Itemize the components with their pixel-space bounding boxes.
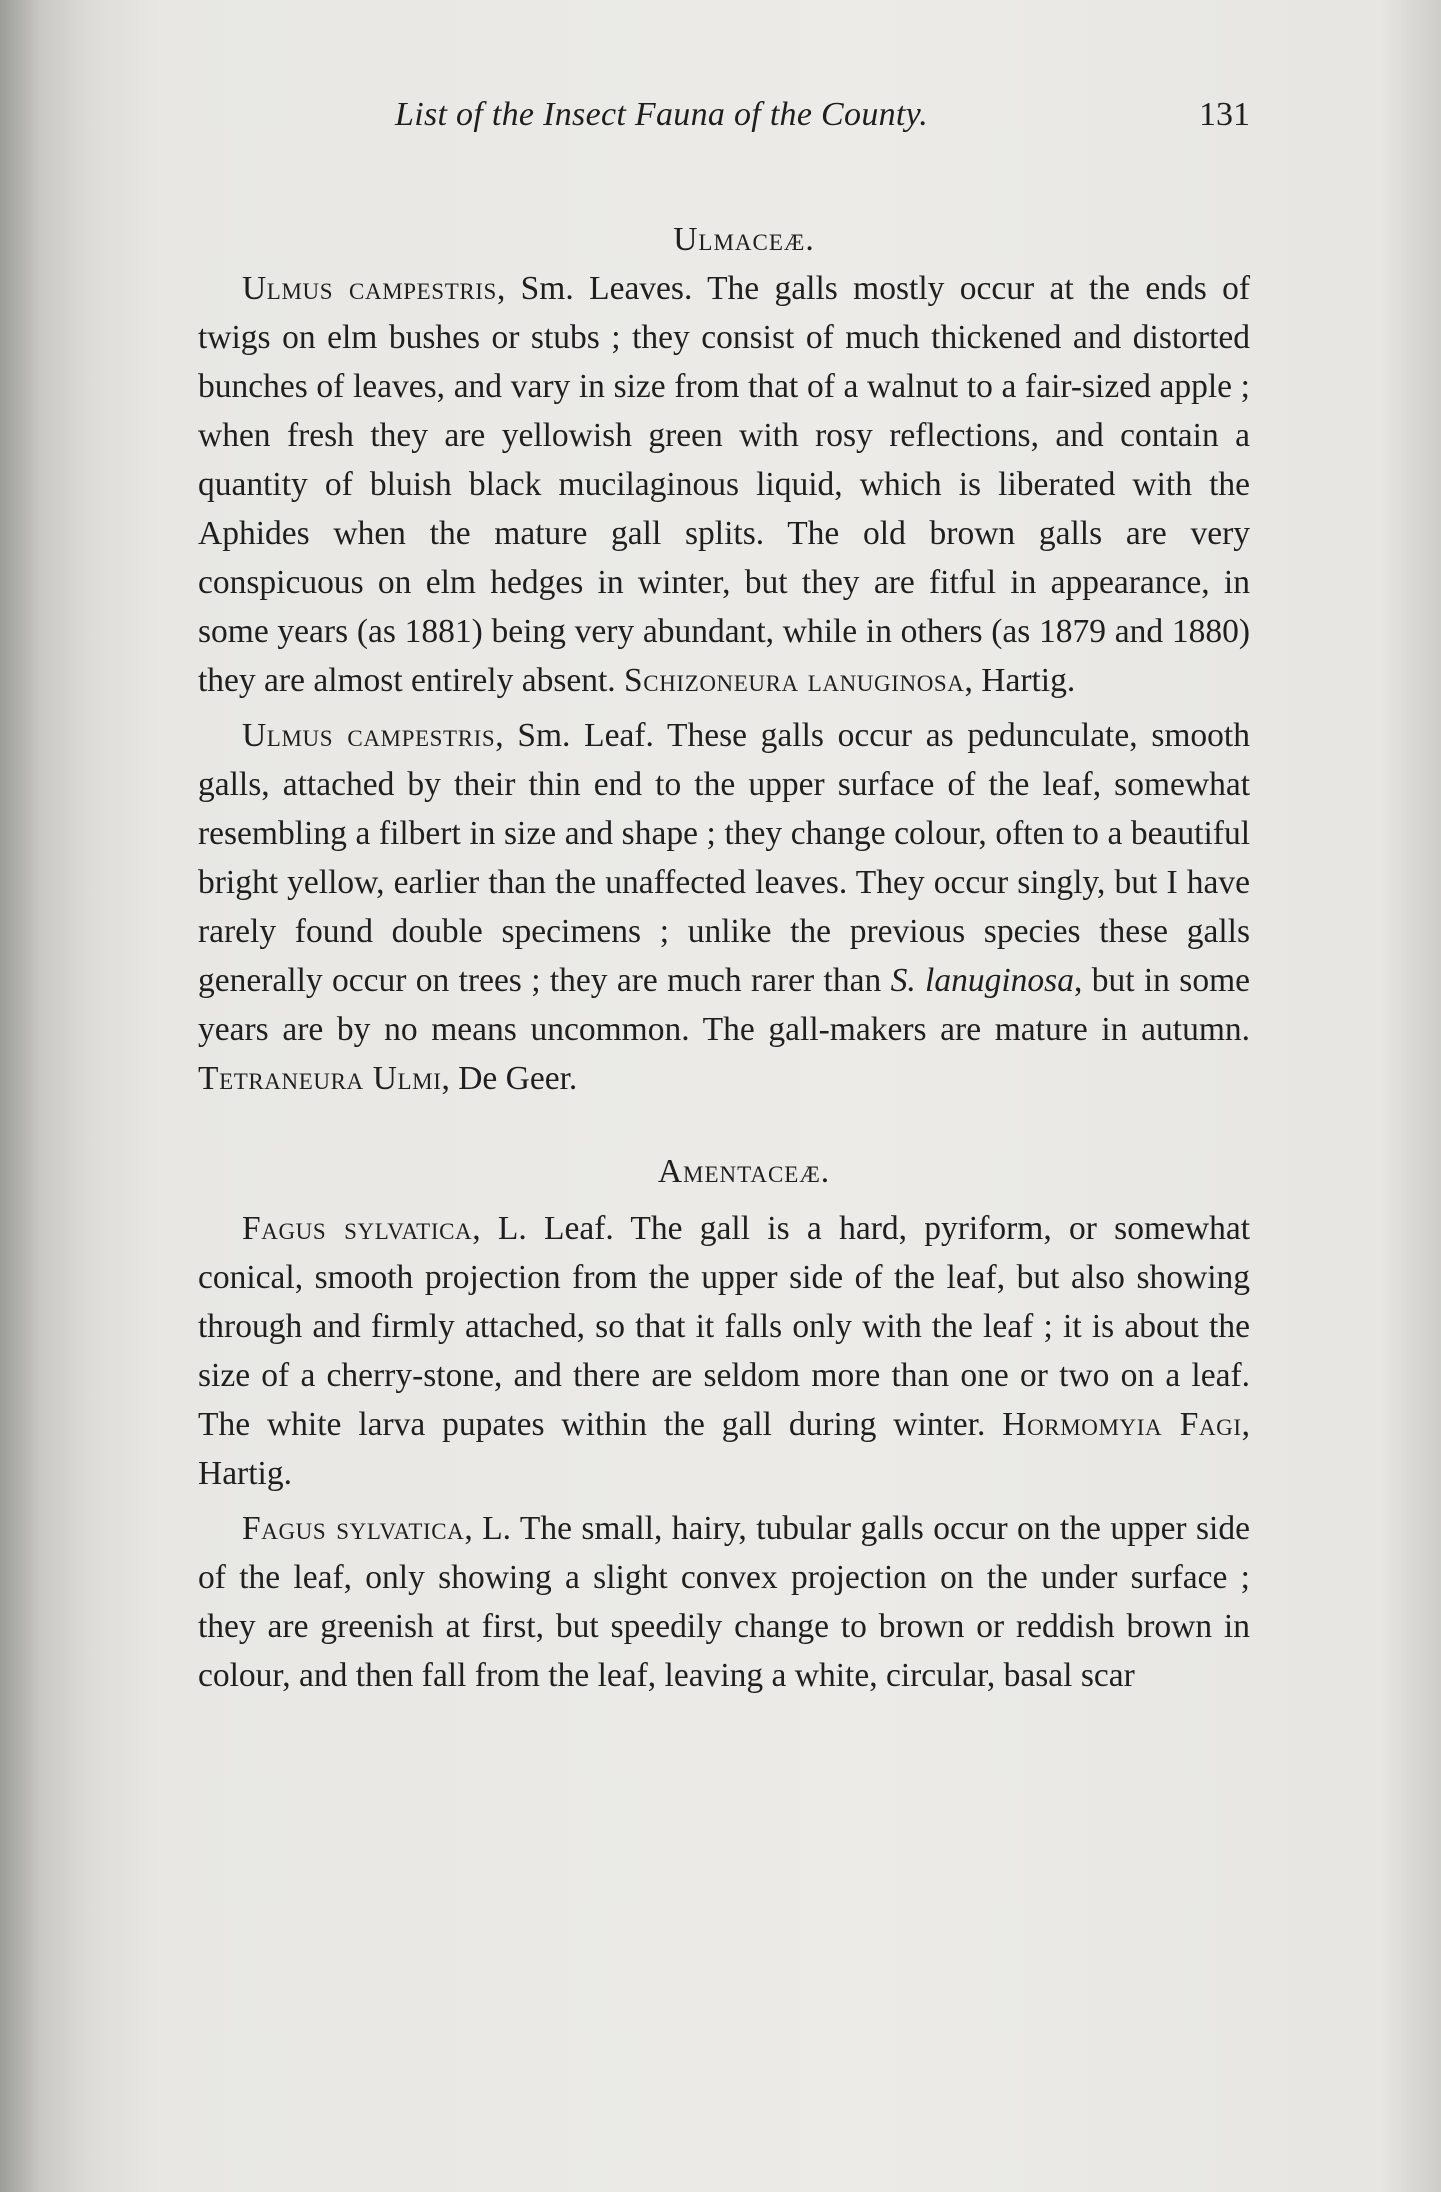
gall-maker-name: Schizoneura lanuginosa — [624, 662, 965, 699]
body-text — [198, 215, 1250, 1700]
entry-text: The small, hairy, tubular galls occur on the upper side of the leaf, only showing a slight convex projection on the under surface ; they are greenish at first, but speedily change to brown or reddish brown in colour, and then fall from the leaf, leaving a white, circular, basal scar — [198, 1510, 1250, 1694]
plant-authority: , L. — [464, 1510, 512, 1547]
plant-name: Ulmus campestris — [242, 717, 496, 754]
section-heading-amentaceae: Amentaceæ. — [657, 1153, 831, 1190]
entry-ulmus-leaves — [198, 264, 1250, 705]
plant-name: Fagus sylvatica — [242, 1210, 473, 1247]
entry-text: Leaf. These galls occur as pedunculate, smooth galls, attached by their thin end to the upper surface of the leaf, somewhat resembling a filbert in size and shape ; they change colour, often to a beautiful bright yellow, earlier than the unaffected leaves. They occur singly, but I have rarely found double specimens ; unlike the previous species these galls generally occur on trees ; they are much rarer than — [198, 717, 1250, 999]
gall-maker-name: Tetraneura Ulmi — [198, 1060, 442, 1097]
gall-maker-authority: , Hartig. — [198, 1406, 1251, 1492]
entry-ulmus-leaf — [198, 711, 1250, 1103]
plant-authority: , Sm. — [495, 717, 571, 754]
entry-text-continued: , but in some years are by no means uncommon. The gall-makers are mature in autumn. — [198, 962, 1250, 1048]
plant-name: Fagus sylvatica — [242, 1510, 465, 1547]
entry-text: Leaf. The gall is a hard, pyriform, or somewhat conical, smooth projection from the upper side of the leaf, but also showing through and firmly attached, so that it falls only with the leaf ; it is about the size of a cherry-stone, and there are seldom more than one or two on a leaf. The white larva pupates within the gall during winter. — [198, 1210, 1251, 1443]
plant-authority: , Sm. — [496, 270, 574, 307]
entry-fagus-hairy-galls — [198, 1504, 1250, 1700]
page-number: 131 — [1199, 96, 1250, 133]
gall-maker-authority: , Hartig. — [964, 662, 1076, 699]
plant-name: Ulmus campestris — [242, 270, 497, 307]
section-heading-ulmaceae: Ulmaceæ. — [673, 221, 815, 258]
plant-authority: , L. — [472, 1210, 527, 1247]
gall-maker-authority: , De Geer. — [441, 1060, 578, 1097]
entry-text: Leaves. The galls mostly occur at the ends of twigs on elm bushes or stubs ; they consist of much thickened and distorted bunches of leaves, and vary in size from that of a walnut to a fair-sized apple ; when fresh they are yellowish green with rosy reflections, and contain a quantity of bluish black mucilaginous liquid, which is liberated with the Aphides when the mature gall splits. The old brown galls are very conspicuous on elm hedges in winter, but they are fitful in appearance, in some years (as 1881) being very abundant, while in others (as 1879 and 1880) they are almost entirely absent. — [198, 270, 1250, 699]
entry-fagus-leaf — [198, 1204, 1250, 1498]
gall-maker-name: Hormomyia Fagi — [1002, 1406, 1242, 1443]
running-head: List of the Insect Fauna of the County. — [395, 96, 928, 133]
page-header — [200, 96, 1250, 146]
italic-species: S. lanuginosa — [890, 962, 1074, 999]
